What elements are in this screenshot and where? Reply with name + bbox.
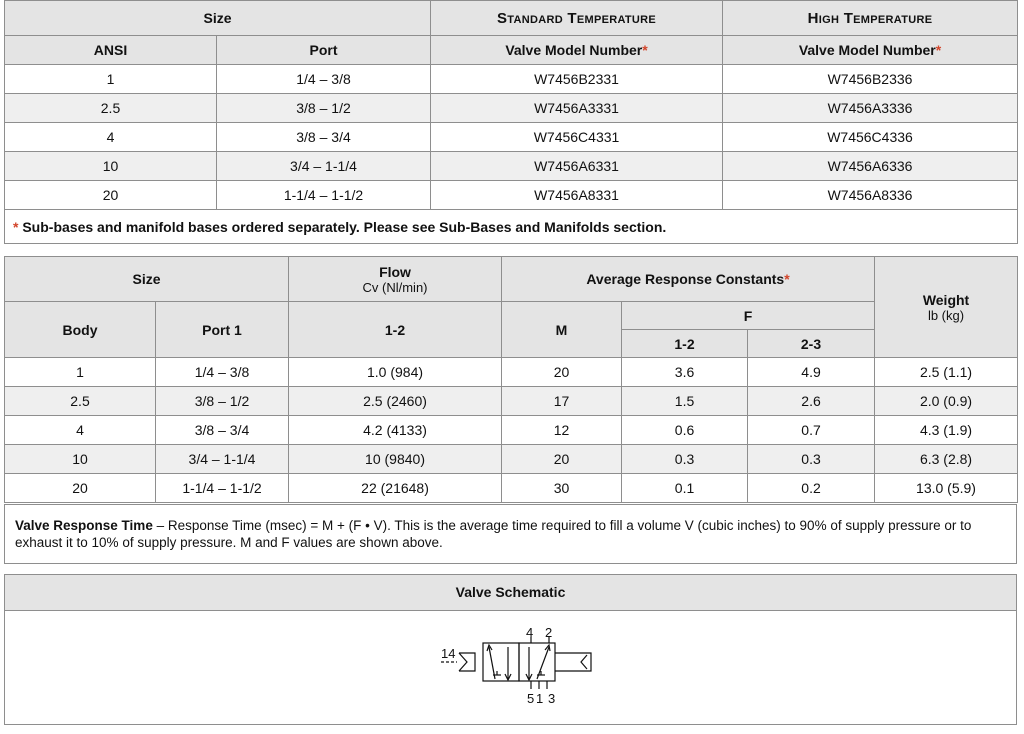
high-model-cell: W7456B2336 xyxy=(723,65,1018,94)
port-label-4: 4 xyxy=(526,627,534,640)
weight-cell: 2.5 (1.1) xyxy=(875,358,1018,387)
body-cell: 20 xyxy=(5,474,156,503)
m-cell: 12 xyxy=(502,416,622,445)
weight-cell: 4.3 (1.9) xyxy=(875,416,1018,445)
std-valve-model-header: Valve Model Number* xyxy=(431,36,723,65)
high-model-cell: W7456A6336 xyxy=(723,152,1018,181)
port-cell: 3/8 – 1/2 xyxy=(156,387,289,416)
f12-cell: 1.5 xyxy=(622,387,748,416)
body-cell: 4 xyxy=(5,416,156,445)
response-time-text: – Response Time (msec) = M + (F • V). This is the average time required to fill a volume V (cubic inches) to 90% of supply pressure or to exhaust it to 10% of supply pressure. M and F values are shown above. xyxy=(15,518,972,550)
ansi-cell: 1 xyxy=(5,65,217,94)
table-row xyxy=(5,181,1018,210)
port-cell: 3/8 – 1/2 xyxy=(217,94,431,123)
valve-response-time-note xyxy=(4,504,1017,564)
ansi-cell: 4 xyxy=(5,123,217,152)
ansi-cell: 20 xyxy=(5,181,217,210)
high-valve-model-header: Valve Model Number* xyxy=(723,36,1018,65)
port-cell: 3/4 – 1-1/4 xyxy=(156,445,289,474)
std-model-cell: W7456A6331 xyxy=(431,152,723,181)
response-constants-header: Average Response Constants* xyxy=(502,257,875,302)
f-column-header: F xyxy=(622,302,875,330)
f12-cell: 3.6 xyxy=(622,358,748,387)
body-column-header: Body xyxy=(5,302,156,358)
high-temperature-header: High Temperature xyxy=(723,1,1018,36)
std-model-cell: W7456B2331 xyxy=(431,65,723,94)
size-header: Size xyxy=(5,257,289,302)
f12-cell: 0.3 xyxy=(622,445,748,474)
weight-cell: 6.3 (2.8) xyxy=(875,445,1018,474)
table-row xyxy=(5,416,1018,445)
ansi-cell: 10 xyxy=(5,152,217,181)
f12-cell: 0.1 xyxy=(622,474,748,503)
port-label-14: 14 xyxy=(441,646,456,661)
port-cell: 3/4 – 1-1/4 xyxy=(217,152,431,181)
valve-model-table xyxy=(4,0,1018,244)
response-time-title: Valve Response Time xyxy=(15,518,153,533)
port-cell: 3/8 – 3/4 xyxy=(156,416,289,445)
flow-1-2-header: 1-2 xyxy=(289,302,502,358)
f-2-3-header: 2-3 xyxy=(748,330,875,358)
flow-cell: 10 (9840) xyxy=(289,445,502,474)
table-row xyxy=(5,445,1018,474)
high-model-cell: W7456C4336 xyxy=(723,123,1018,152)
port-label-1: 1 xyxy=(536,691,544,706)
flow-cell: 2.5 (2460) xyxy=(289,387,502,416)
flow-cell: 1.0 (984) xyxy=(289,358,502,387)
f23-cell: 2.6 xyxy=(748,387,875,416)
high-model-cell: W7456A3336 xyxy=(723,94,1018,123)
f12-cell: 0.6 xyxy=(622,416,748,445)
body-cell: 10 xyxy=(5,445,156,474)
std-model-cell: W7456C4331 xyxy=(431,123,723,152)
m-cell: 30 xyxy=(502,474,622,503)
ansi-column-header: ANSI xyxy=(5,36,217,65)
port-column-header: Port xyxy=(217,36,431,65)
table-row xyxy=(5,358,1018,387)
m-column-header: M xyxy=(502,302,622,358)
m-cell: 20 xyxy=(502,445,622,474)
f23-cell: 0.2 xyxy=(748,474,875,503)
ansi-cell: 2.5 xyxy=(5,94,217,123)
flow-response-table xyxy=(4,256,1018,503)
high-model-cell: W7456A8336 xyxy=(723,181,1018,210)
port-label-3: 3 xyxy=(548,691,556,706)
body-cell: 2.5 xyxy=(5,387,156,416)
table-row xyxy=(5,387,1018,416)
body-cell: 1 xyxy=(5,358,156,387)
port1-column-header: Port 1 xyxy=(156,302,289,358)
port-cell: 3/8 – 3/4 xyxy=(217,123,431,152)
table-row xyxy=(5,123,1018,152)
port-label-2: 2 xyxy=(545,627,553,640)
valve-schematic-panel xyxy=(4,574,1017,725)
port-cell: 1/4 – 3/8 xyxy=(217,65,431,94)
size-header: Size xyxy=(5,1,431,36)
weight-cell: 13.0 (5.9) xyxy=(875,474,1018,503)
flow-cell: 22 (21648) xyxy=(289,474,502,503)
table-row xyxy=(5,94,1018,123)
f23-cell: 0.3 xyxy=(748,445,875,474)
port-cell: 1-1/4 – 1-1/2 xyxy=(156,474,289,503)
sub-base-note: * Sub-bases and manifold bases ordered separately. Please see Sub-Bases and Manifolds section. xyxy=(5,210,1018,244)
table-row xyxy=(5,152,1018,181)
weight-cell: 2.0 (0.9) xyxy=(875,387,1018,416)
m-cell: 17 xyxy=(502,387,622,416)
port-label-5: 5 xyxy=(527,691,535,706)
schematic-title: Valve Schematic xyxy=(5,575,1016,611)
flow-cell: 4.2 (4133) xyxy=(289,416,502,445)
table-row xyxy=(5,65,1018,94)
weight-header: Weight lb (kg) xyxy=(875,257,1018,358)
port-cell: 1-1/4 – 1-1/2 xyxy=(217,181,431,210)
valve-schematic-diagram xyxy=(435,627,605,709)
std-model-cell: W7456A3331 xyxy=(431,94,723,123)
std-model-cell: W7456A8331 xyxy=(431,181,723,210)
f23-cell: 0.7 xyxy=(748,416,875,445)
standard-temperature-header: Standard Temperature xyxy=(431,1,723,36)
flow-header: Flow Cv (Nl/min) xyxy=(289,257,502,302)
f23-cell: 4.9 xyxy=(748,358,875,387)
m-cell: 20 xyxy=(502,358,622,387)
f-1-2-header: 1-2 xyxy=(622,330,748,358)
table-row xyxy=(5,474,1018,503)
port-cell: 1/4 – 3/8 xyxy=(156,358,289,387)
